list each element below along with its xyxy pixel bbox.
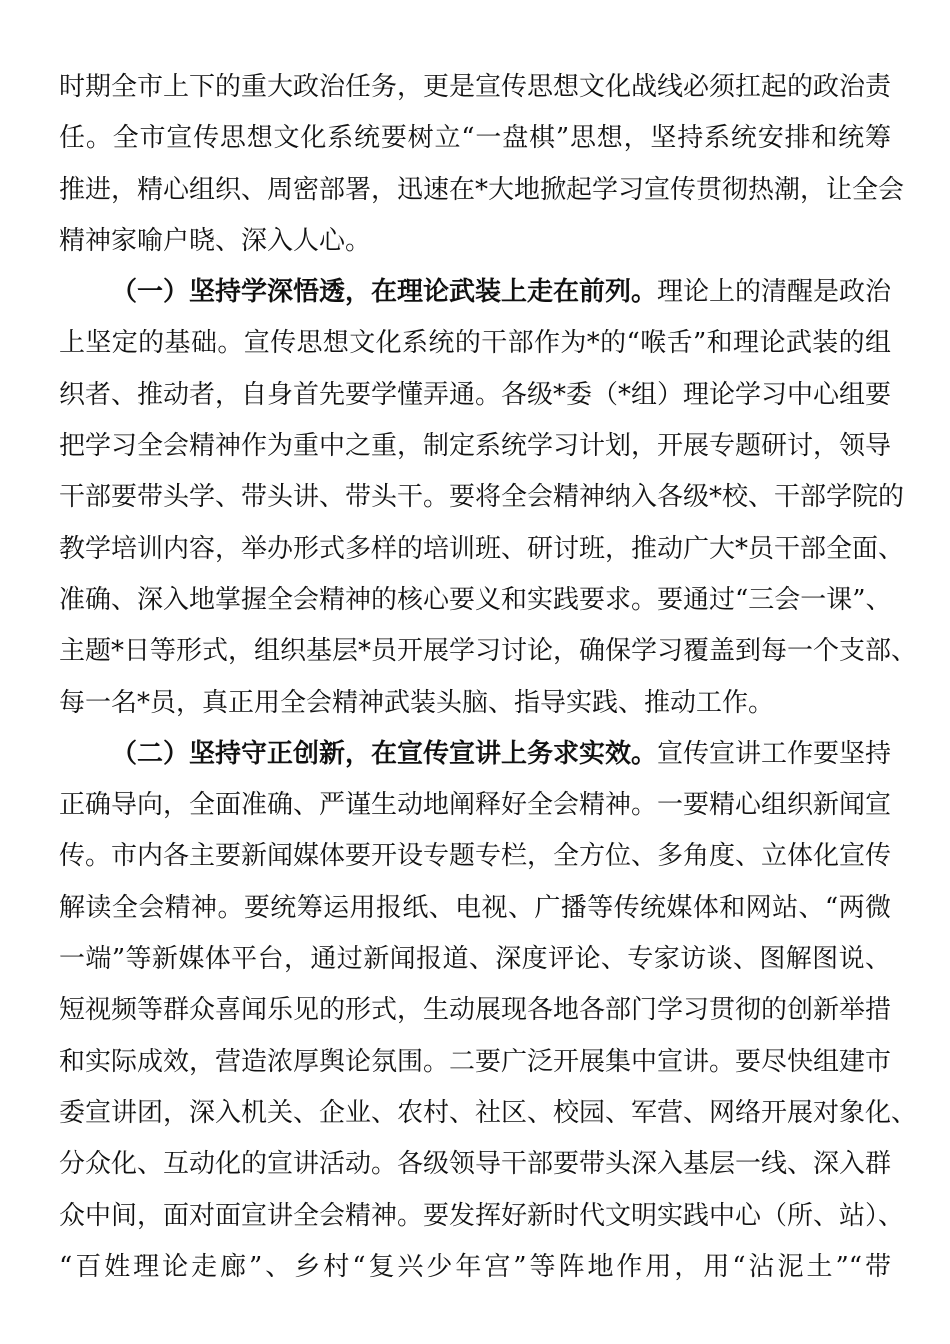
body-line: 解读全会精神。要统筹运用报纸、电视、广播等传统媒体和网站、“两微 <box>59 892 891 923</box>
body-line: 分众化、互动化的宣讲活动。各级领导干部要带头深入基层一线、深入群 <box>59 1149 892 1180</box>
body-line: 短视频等群众喜闻乐见的形式，生动展现各地各部门学习贯彻的创新举措 <box>59 995 892 1026</box>
body-line: 时期全市上下的重大政治任务，更是宣传思想文化战线必须扛起的政治责 <box>59 72 892 102</box>
body-line: 上坚定的基础。宣传思想文化系统的干部作为*的“喉舌”和理论武装的组 <box>59 328 891 359</box>
section-1-first-line <box>59 267 891 318</box>
body-line: 和实际成效，营造浓厚舆论氛围。二要广泛开展集中宣讲。要尽快组建市 <box>59 1046 892 1077</box>
document-body <box>59 62 918 1293</box>
body-line: 正确导向，全面准确、严谨生动地阐释好全会精神。一要精心组织新闻宣 <box>59 790 892 821</box>
section-1-lead-text: 理论上的清醒是政治 <box>657 277 892 308</box>
body-line: 干部要带头学、带头讲、带头干。要将全会精神纳入各级*校、干部学院的 <box>59 482 905 513</box>
section-2-heading: （二）坚持守正创新，在宣传宣讲上务求实效。 <box>111 738 658 769</box>
section-2-lead-text: 宣传宣讲工作要坚持 <box>657 738 892 769</box>
body-line: 教学培训内容，举办形式多样的培训班、研讨班，推动广大*员干部全面、 <box>59 533 905 564</box>
body-line: 准确、深入地掌握全会精神的核心要义和实践要求。要通过“三会一课”、 <box>59 584 892 615</box>
body-line: 众中间，面对面宣讲全会精神。要发挥好新时代文明实践中心（所、站）、 <box>59 1200 905 1231</box>
body-line: 主题*日等形式，组织基层*员开展学习讨论，确保学习覆盖到每一个支部、 <box>59 636 918 667</box>
body-line: 把学习全会精神作为重中之重，制定系统学习计划，开展专题研讨，领导 <box>59 431 892 462</box>
section-1-heading: （一）坚持学深悟透，在理论武装上走在前列。 <box>111 277 658 308</box>
body-line: 传。市内各主要新闻媒体要开设专题专栏，全方位、多角度、立体化宣传 <box>59 841 892 872</box>
body-line: 推进，精心组织、周密部署，迅速在*大地掀起学习宣传贯彻热潮，让全会 <box>59 174 905 205</box>
body-line: “百姓理论走廊”、乡村“复兴少年宫”等阵地作用，用“沾泥土”“带 <box>59 1251 891 1282</box>
body-line: 织者、推动者，自身首先要学懂弄通。各级*委（*组）理论学习中心组要 <box>59 379 892 410</box>
section-2-first-line <box>59 729 891 780</box>
body-line: 每一名*员，真正用全会精神武装头脑、指导实践、推动工作。 <box>59 687 775 718</box>
body-line: 委宣讲团，深入机关、企业、农村、社区、校园、军营、网络开展对象化、 <box>59 1097 918 1128</box>
body-line: 任。全市宣传思想文化系统要树立“一盘棋”思想，坚持系统安排和统筹 <box>59 123 891 154</box>
body-line: 精神家喻户晓、深入人心。 <box>59 225 372 256</box>
body-line: 一端”等新媒体平台，通过新闻报道、深度评论、专家访谈、图解图说、 <box>59 944 891 975</box>
